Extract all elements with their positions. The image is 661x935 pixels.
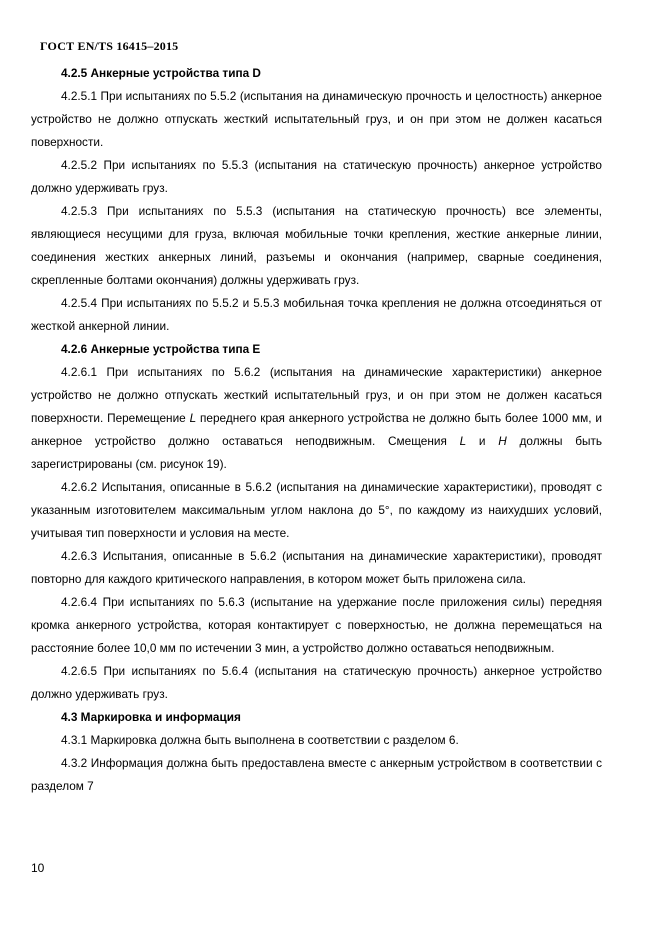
paragraph-4-2-6-4: 4.2.6.4 При испытаниях по 5.6.3 (испытание на удержание после приложения силы) передняя кромка анкерного устройства, которая контактирует с поверхностью, не должна перемещаться на расстояние более 10,0 мм по истечении 3 мин, а устройство должно оставаться неподвижным. — [31, 595, 602, 655]
paragraph-4-2-6-2: 4.2.6.2 Испытания, описанные в 5.6.2 (испытания на динамические характеристики), проводят с указанным изготовителем максимальным углом наклона до 5°, по каждому из наихудших условий, учитывая тип поверхности и условия на месте. — [31, 480, 602, 540]
section-heading-4-2-5: 4.2.5 Анкерные устройства типа D — [61, 66, 261, 80]
paragraph-4-2-5-3: 4.2.5.3 При испытаниях по 5.5.3 (испытания на статическую прочность) все элементы, являющиеся несущими для груза, включая мобильные точки крепления, жесткие анкерные линии, соединения жестких анкерных линий, разъемы и окончания (например, сварные соединения, скрепленные болтами окончания) должны удерживать груз. — [31, 204, 602, 287]
paragraph-4-3-2: 4.3.2 Информация должна быть предоставлена вместе с анкерным устройством в соответствии с разделом 7 — [31, 756, 602, 793]
paragraph-4-2-5-2: 4.2.5.2 При испытаниях по 5.5.3 (испытания на статическую прочность) анкерное устройство должно удерживать груз. — [31, 158, 602, 195]
paragraph-4-2-6-1-text-b: переднего края анкерного устройства не должно быть более 1000 мм, и анкерное устройство должно оставаться неподвижным. Смещения — [31, 411, 602, 448]
conjunction: и — [466, 434, 499, 448]
paragraph-4-3-1: 4.3.1 Маркировка должна быть выполнена в соответствии с разделом 6. — [61, 733, 459, 747]
paragraph-4-2-5-4: 4.2.5.4 При испытаниях по 5.5.2 и 5.5.3 мобильная точка крепления не должна отсоединяться от жесткой анкерной линии. — [31, 296, 602, 333]
symbol-H: H — [498, 434, 507, 448]
symbol-L-2: L — [459, 434, 467, 448]
document-header: ГОСТ EN/TS 16415–2015 — [40, 39, 179, 53]
section-heading-4-2-6: 4.2.6 Анкерные устройства типа E — [61, 342, 261, 356]
paragraph-4-2-6-5: 4.2.6.5 При испытаниях по 5.6.4 (испытания на статическую прочность) анкерное устройство должно удерживать груз. — [31, 664, 602, 701]
paragraph-4-2-6-1-text-c: должны быть зарегистрированы (см. рисунок 19). — [31, 434, 602, 471]
paragraph-4-2-6-1-text-a: 4.2.6.1 При испытаниях по 5.6.2 (испытания на динамические характеристики) анкерное устройство не должно отпускать жесткий испытательный груз, и он при этом не должен касаться поверхности. Перемещение — [31, 365, 602, 425]
paragraph-4-2-6-3: 4.2.6.3 Испытания, описанные в 5.6.2 (испытания на динамические характеристики), проводят повторно для каждого критического направления, в котором может быть приложена сила. — [31, 549, 602, 586]
section-heading-4-3: 4.3 Маркировка и информация — [61, 710, 241, 724]
paragraph-4-2-5-1: 4.2.5.1 При испытаниях по 5.5.2 (испытания на динамическую прочность и целостность) анкерное устройство не должно отпускать жесткий испытательный груз, и он при этом не должен касаться поверхности. — [31, 89, 602, 149]
symbol-L: L — [189, 411, 197, 425]
document-body — [31, 62, 602, 798]
page-number: 10 — [31, 861, 45, 875]
paragraph-4-2-6-1 — [31, 361, 602, 476]
